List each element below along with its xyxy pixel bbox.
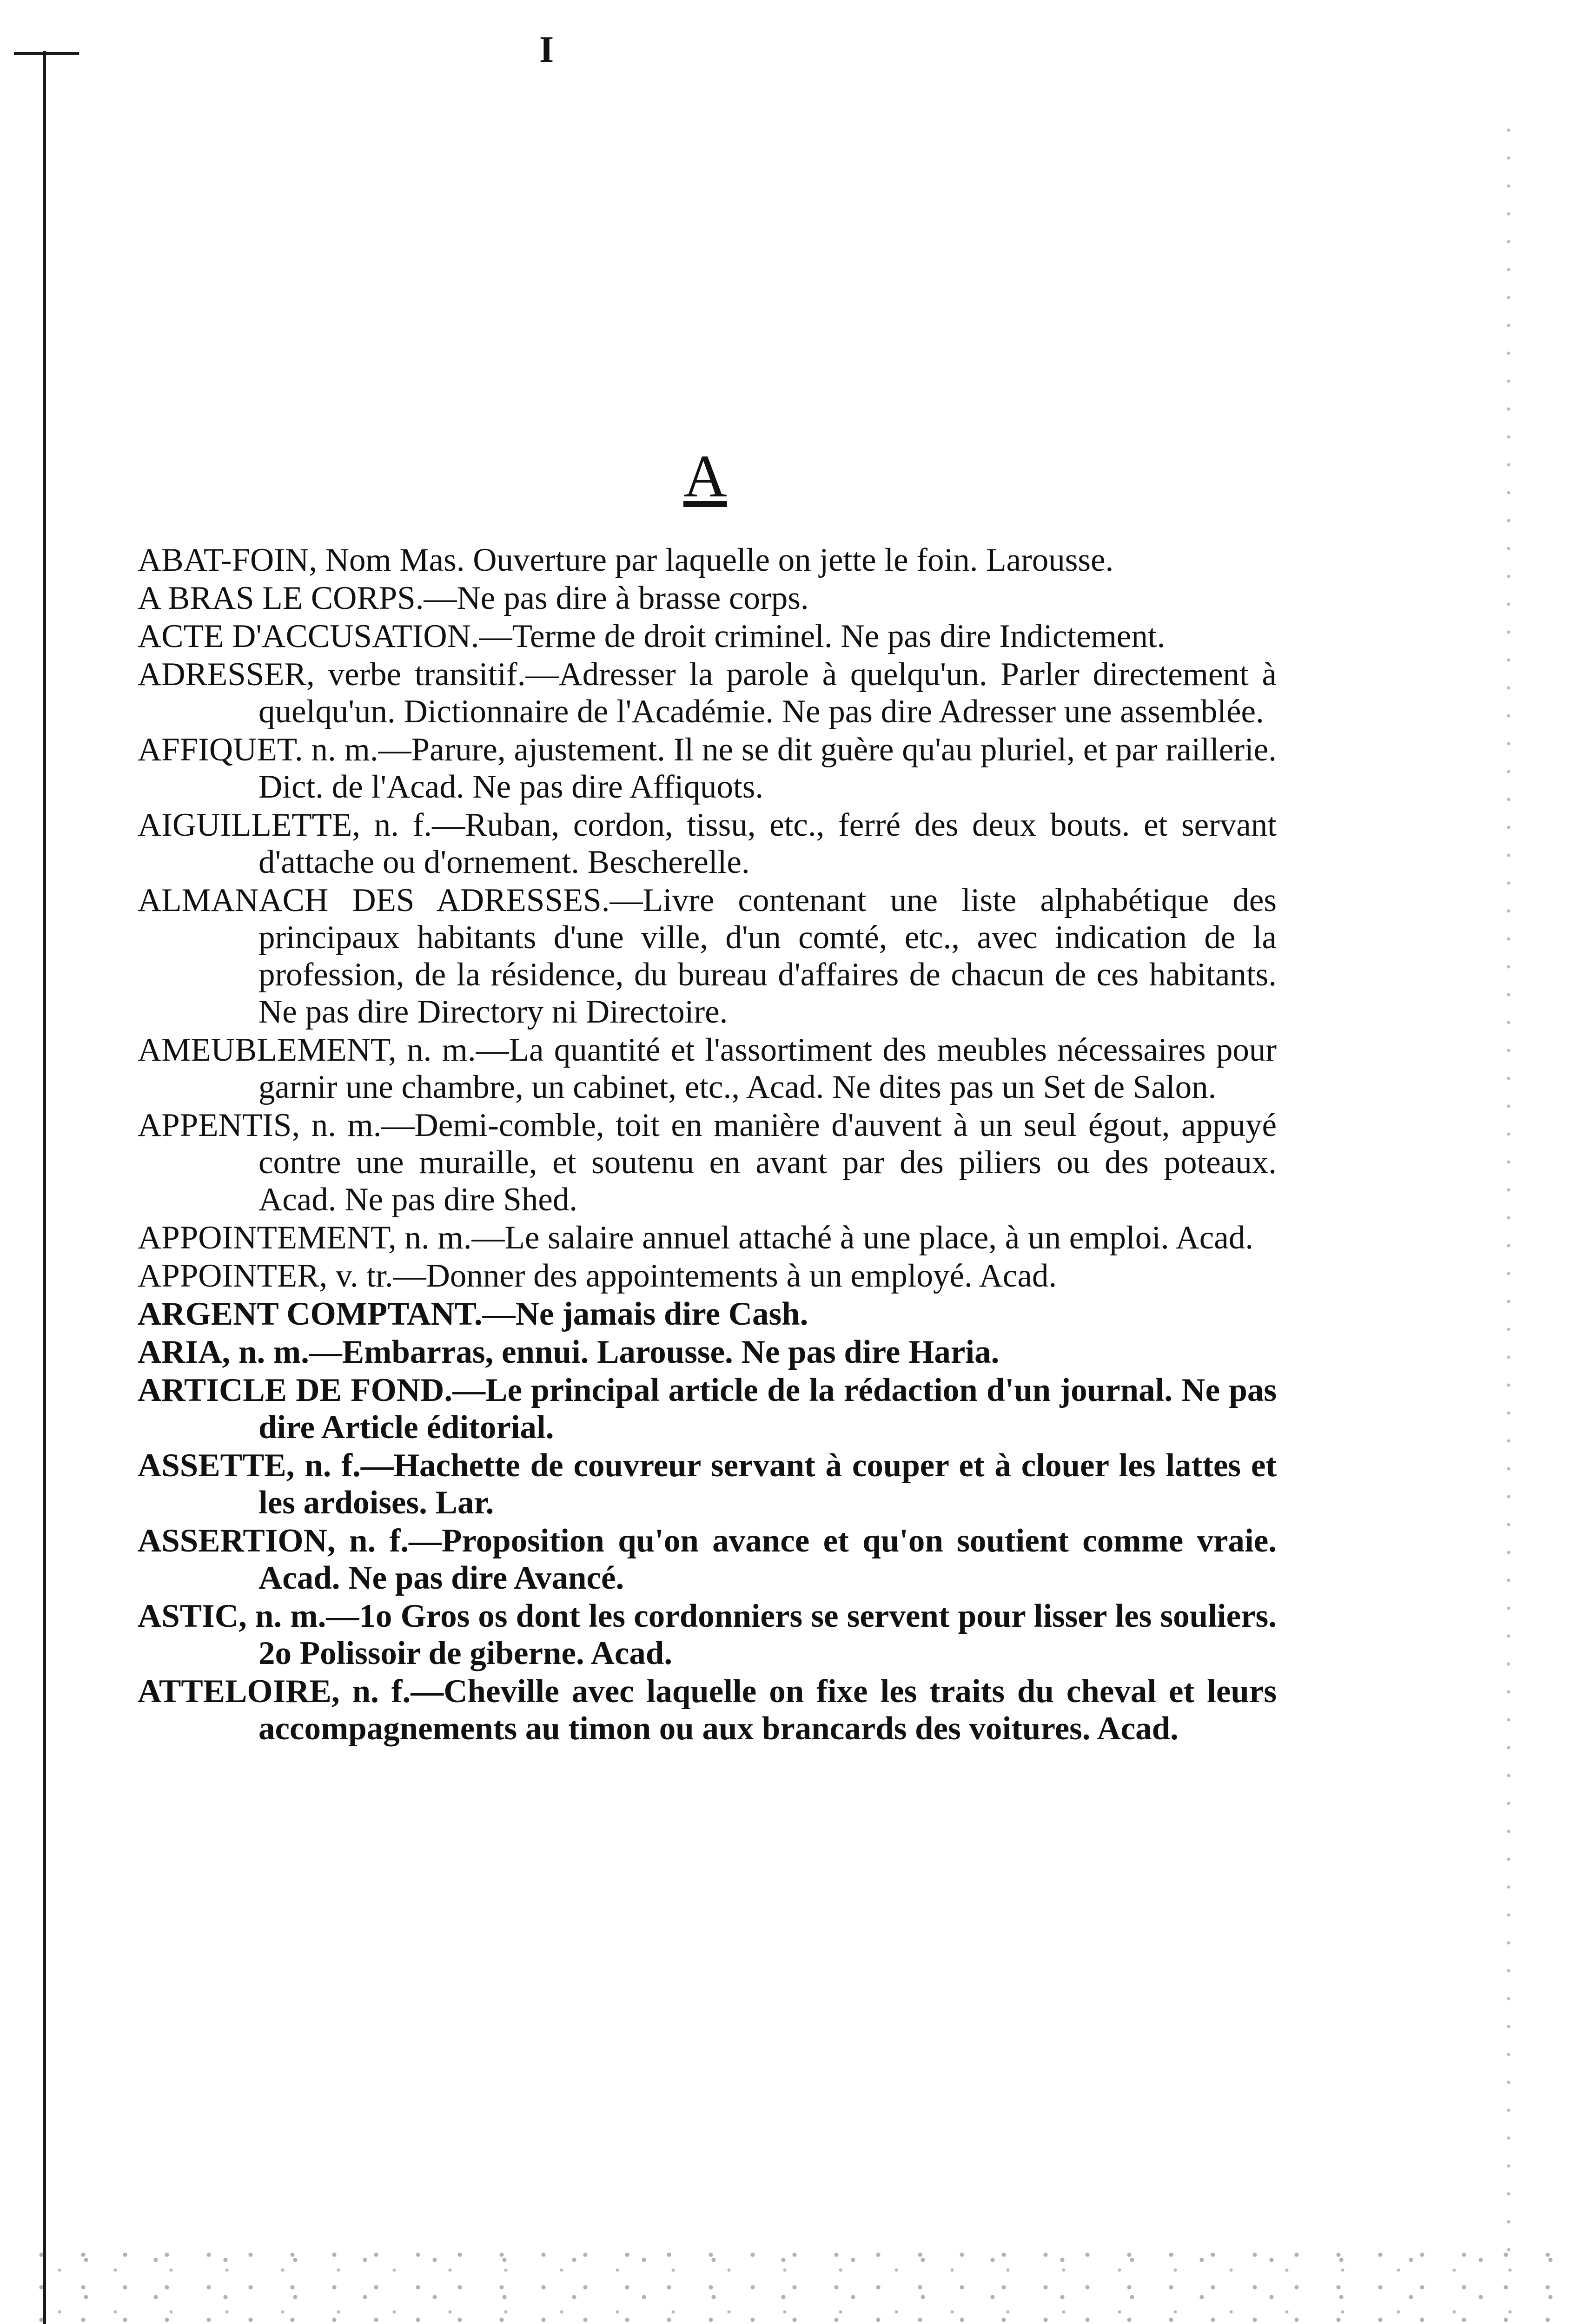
dictionary-entries — [138, 541, 1277, 1748]
entry-almanach-des-adresses: ALMANACH DES ADRESSES.—Livre contenant une liste alphabétique des principaux habitants d'une ville, d'un comté, etc., avec indication de la profession, de la résidence, du bureau d'affaires de chacun de ces habitants. Ne pas dire Directory ni Directoire. — [138, 882, 1277, 1030]
entry-abat-foin: ABAT-FOIN, Nom Mas. Ouverture par laquelle on jette le foin. Larousse. — [138, 542, 1114, 578]
folio-mark: I — [539, 29, 554, 70]
entry-article-de-fond: ARTICLE DE FOND.—Le principal article de la rédaction d'un journal. Ne pas dire Article éditorial. — [138, 1372, 1277, 1446]
top-rule — [14, 52, 79, 55]
entry-appointer: APPOINTER, v. tr.—Donner des appointements à un employé. Acad. — [138, 1258, 1057, 1294]
entry-assertion: ASSERTION, n. f.—Proposition qu'on avance et qu'on soutient comme vraie. Acad. Ne pas dire Avancé. — [138, 1523, 1277, 1596]
page-edge-speckles — [1502, 116, 1516, 2254]
entry-acte-d-accusation: ACTE D'ACCUSATION.—Terme de droit criminel. Ne pas dire Indictement. — [138, 618, 1166, 654]
entry-aria: ARIA, n. m.—Embarras, ennui. Larousse. Ne pas dire Haria. — [138, 1334, 1000, 1370]
entry-a-bras-le-corps: A BRAS LE CORPS.—Ne pas dire à brasse corps. — [138, 580, 809, 616]
scan-noise-footer — [37, 2245, 1553, 2324]
entry-assette: ASSETTE, n. f.—Hachette de couvreur servant à couper et à clouer les lattes et les ardoises. Lar. — [138, 1447, 1277, 1521]
section-letter-heading: A — [683, 443, 727, 510]
entry-adresser: ADRESSER, verbe transitif.—Adresser la parole à quelqu'un. Parler directement à quelqu'un. Dictionnaire de l'Académie. Ne pas dire Adresser une assemblée. — [138, 656, 1277, 730]
entry-affiquet: AFFIQUET. n. m.—Parure, ajustement. Il ne se dit guère qu'au pluriel, et par raillerie. Dict. de l'Acad. Ne pas dire Affiquots. — [138, 732, 1277, 805]
left-margin-rule — [43, 51, 46, 2324]
entry-ameublement: AMEUBLEMENT, n. m.—La quantité et l'assortiment des meubles nécessaires pour garnir une chambre, un cabinet, etc., Acad. Ne dites pas un Set de Salon. — [138, 1032, 1277, 1105]
entry-argent-comptant: ARGENT COMPTANT.—Ne jamais dire Cash. — [138, 1296, 808, 1332]
entry-aiguillette: AIGUILLETTE, n. f.—Ruban, cordon, tissu, etc., ferré des deux bouts. et servant d'attache ou d'ornement. Bescherelle. — [138, 807, 1277, 880]
entry-appointement: APPOINTEMENT, n. m.—Le salaire annuel attaché à une place, à un emploi. Acad. — [138, 1220, 1254, 1256]
entry-astic: ASTIC, n. m.—1o Gros os dont les cordonniers se servent pour lisser les souliers. 2o Polissoir de giberne. Acad. — [138, 1598, 1277, 1671]
entry-atteloire: ATTELOIRE, n. f.—Cheville avec laquelle on fixe les traits du cheval et leurs accompagnements au timon ou aux brancards des voitures. Acad. — [138, 1673, 1277, 1747]
entry-appentis: APPENTIS, n. m.—Demi-comble, toit en manière d'auvent à un seul égout, appuyé contre une muraille, et soutenu en avant par des piliers ou des poteaux. Acad. Ne pas dire Shed. — [138, 1107, 1277, 1218]
